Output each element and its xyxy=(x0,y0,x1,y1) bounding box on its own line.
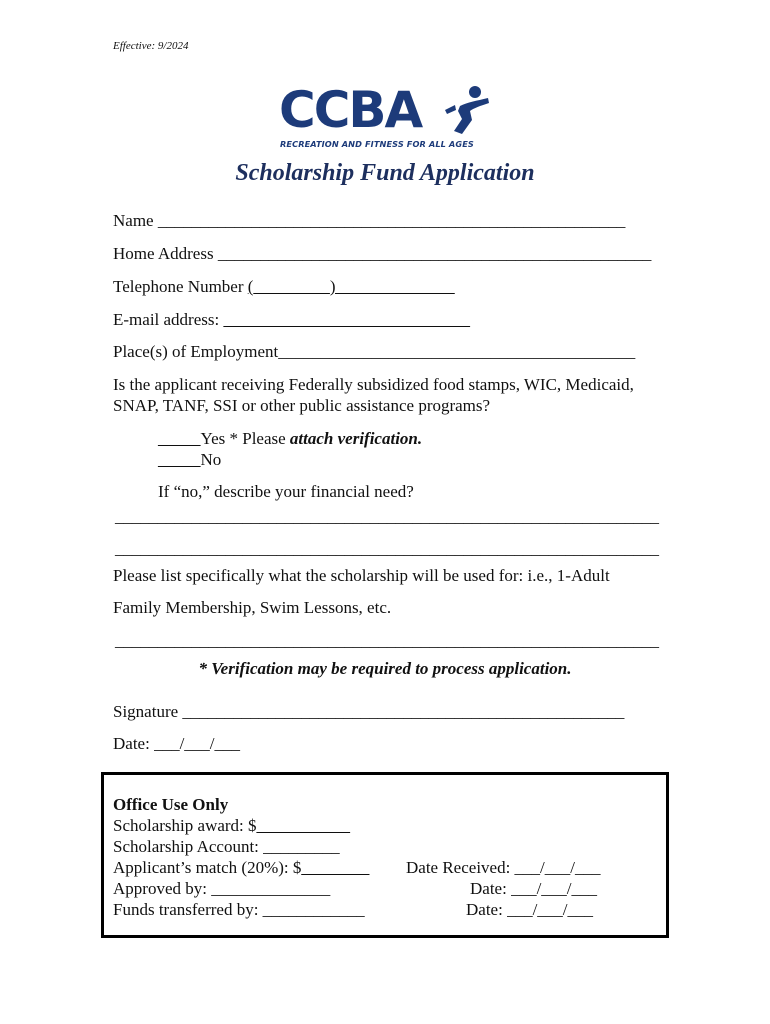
award-blank[interactable]: ___________ xyxy=(256,816,351,835)
email-label: E-mail address: xyxy=(113,310,224,329)
match-label: Applicant’s match (20%): $ xyxy=(113,858,302,877)
date-received-field[interactable]: Date Received: ___/___/___ xyxy=(406,858,601,877)
home-address-field[interactable]: Home Address ___________________________________________________ xyxy=(113,244,652,263)
approved-by-field[interactable]: Approved by: ______________ xyxy=(113,879,331,898)
office-heading: Office Use Only xyxy=(113,795,229,814)
page-title: Scholarship Fund Application xyxy=(235,160,535,186)
telephone-field[interactable] xyxy=(113,277,455,297)
assistance-question-line2: SNAP, TANF, SSI or other public assistance programs? xyxy=(113,396,491,415)
no-label: No xyxy=(200,450,222,469)
funds-transferred-field[interactable]: Funds transferred by: ____________ xyxy=(113,900,365,919)
usage-question-line2: Family Membership, Swim Lessons, etc. xyxy=(113,598,392,617)
verification-note: * Verification may be required to process application. xyxy=(198,659,572,678)
ccba-logo xyxy=(279,81,489,152)
financial-need-blank-2[interactable]: ________________________________________________________________ xyxy=(115,539,659,558)
match-blank[interactable]: ________ xyxy=(301,858,370,877)
yes-emphasis: attach verification. xyxy=(289,429,423,448)
no-blank[interactable]: _____ xyxy=(158,450,201,469)
financial-need-question: If “no,” describe your financial need? xyxy=(158,482,414,501)
usage-blank[interactable]: ________________________________________________________________ xyxy=(115,631,659,650)
scholarship-award-field[interactable] xyxy=(113,815,369,836)
yes-blank[interactable]: _____ xyxy=(158,429,201,448)
logo-tagline: RECREATION AND FITNESS FOR ALL AGES xyxy=(280,139,474,149)
email-blank[interactable]: _____________________________ xyxy=(223,310,470,329)
office-left-column xyxy=(113,794,369,920)
employment-field[interactable]: Place(s) of Employment__________________________________________ xyxy=(113,342,636,361)
yes-label: Yes * Please xyxy=(200,429,290,448)
usage-question-line1: Please list specifically what the scholarship will be used for: i.e., 1-Adult xyxy=(113,566,610,585)
name-field[interactable]: Name _______________________________________________________ xyxy=(113,211,626,230)
no-option[interactable] xyxy=(158,450,221,470)
telephone-blank[interactable]: (_________)______________ xyxy=(247,277,455,296)
email-field[interactable] xyxy=(113,310,470,330)
scholarship-account-field[interactable]: Scholarship Account: _________ xyxy=(113,837,340,856)
telephone-label: Telephone Number xyxy=(113,277,248,296)
logo-wordmark: CCBA xyxy=(279,81,422,139)
transfer-date-field[interactable]: Date: ___/___/___ xyxy=(466,900,594,919)
runner-icon xyxy=(442,84,492,136)
yes-option[interactable] xyxy=(158,429,422,449)
applicant-match-field[interactable] xyxy=(113,857,369,878)
approved-date-field[interactable]: Date: ___/___/___ xyxy=(470,879,598,898)
date-field[interactable]: Date: ___/___/___ xyxy=(113,734,241,753)
assistance-question-line1: Is the applicant receiving Federally subsidized food stamps, WIC, Medicaid, xyxy=(113,375,634,394)
signature-field[interactable]: Signature ____________________________________________________ xyxy=(113,702,625,721)
effective-date: Effective: 9/2024 xyxy=(113,40,189,52)
award-label: Scholarship award: $ xyxy=(113,816,257,835)
financial-need-blank-1[interactable]: ________________________________________________________________ xyxy=(115,507,659,526)
